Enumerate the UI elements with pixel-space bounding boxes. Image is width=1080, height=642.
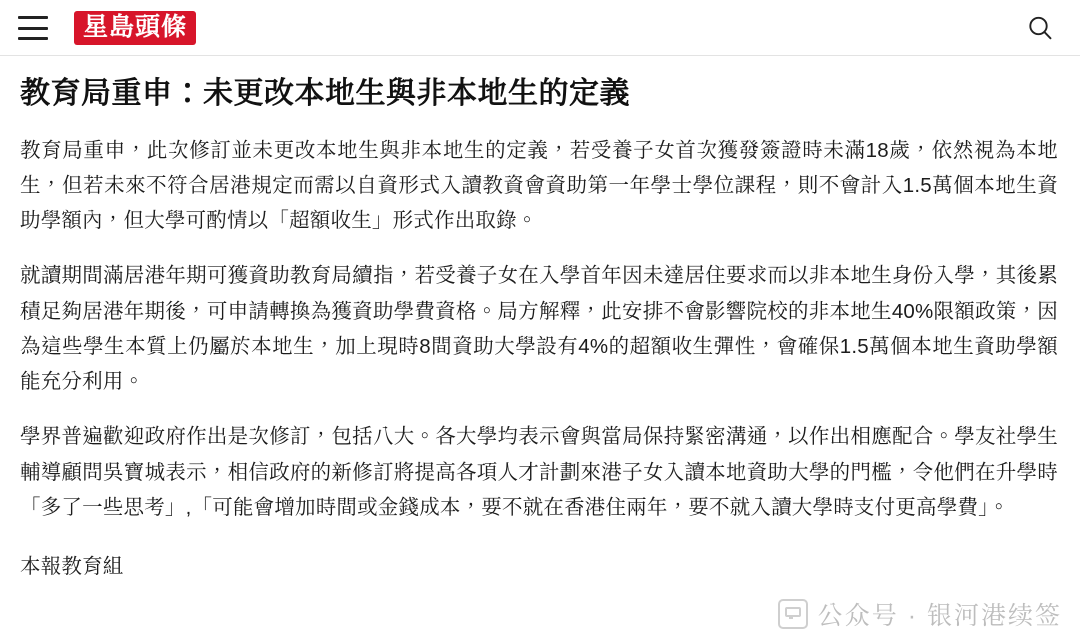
page-title: 教育局重申：未更改本地生與非本地生的定義 <box>20 77 630 110</box>
article-paragraph: 學界普遍歡迎政府作出是次修訂，包括八大。各大學均表示會與當局保持緊密溝通，以作出相應配合。學友社學生輔導顧問吳寶城表示，相信政府的新修訂將提高各項人才計劃來港子女入讀本地資助大學的門檻，令他們在升學時「多了一些思考」,「可能會增加時間或金錢成本，要不就在香港住兩年，要不就入讀大學時支付更高學費」。 <box>20 425 1058 519</box>
header-divider <box>0 55 1080 56</box>
article-byline: 本報教育組 <box>20 555 124 578</box>
hamburger-bar <box>18 16 48 19</box>
article-body <box>0 56 1080 584</box>
search-icon[interactable] <box>1026 14 1054 42</box>
app-header <box>0 0 1080 56</box>
watermark-text: 公众号 · 银河港续签 <box>817 602 1062 630</box>
watermark <box>778 596 1062 632</box>
hamburger-menu-icon[interactable] <box>18 16 48 40</box>
site-logo[interactable]: 星島頭條 <box>74 11 196 45</box>
hamburger-bar <box>18 27 48 30</box>
hamburger-bar <box>18 37 48 40</box>
article-paragraph: 就讀期間滿居港年期可獲資助教育局續指，若受養子女在入學首年因未達居住要求而以非本地生身份入學，其後累積足夠居港年期後，可申請轉換為獲資助學費資格。局方解釋，此安排不會影響院校的非本地生40%限額政策，因為這些學生本質上仍屬於本地生，加上現時8間資助大學設有4%的超額收生彈性，會確保1.5萬個本地生資助學額能充分利用。 <box>20 264 1058 393</box>
article-paragraph: 教育局重申，此次修訂並未更改本地生與非本地生的定義，若受養子女首次獲發簽證時未滿18歲，依然視為本地生，但若未來不符合居港規定而需以自資形式入讀教資會資助第一年學士學位課程，則不會計入1.5萬個本地生資助學額內，但大學可酌情以「超額收生」形式作出取錄。 <box>20 138 1058 232</box>
wechat-official-account-icon <box>778 599 808 629</box>
